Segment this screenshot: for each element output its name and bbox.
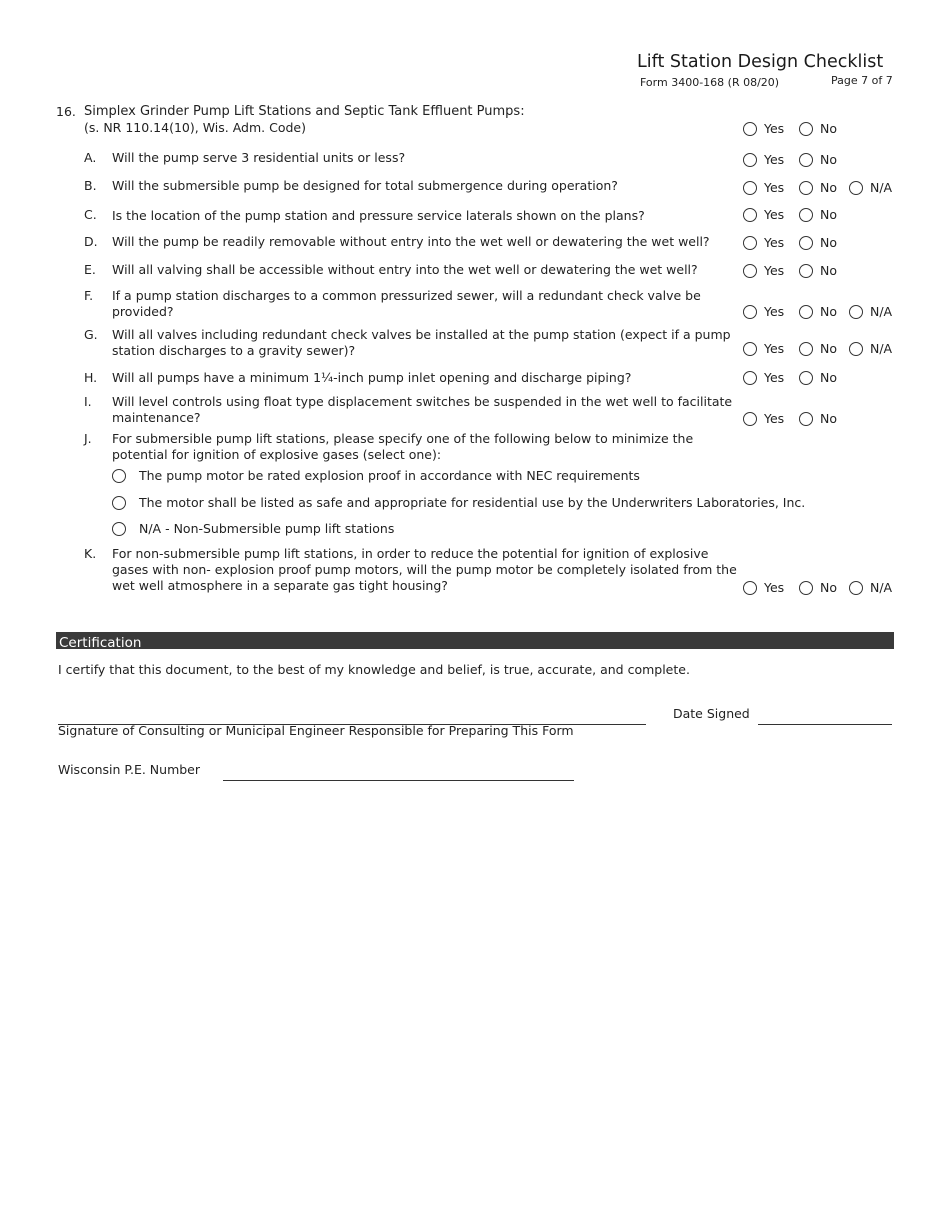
question-k-yes-option[interactable] (743, 580, 784, 595)
option-label: Yes (764, 370, 785, 385)
question-j-text-line2: potential for ignition of explosive gases (select one): (112, 447, 442, 462)
question-k-text-line2: gases with non- explosion proof pump motors, will the pump motor be completely isolated from the (112, 562, 737, 577)
option-label: No (820, 341, 837, 356)
question-k-text-line1: For non-submersible pump lift stations, in order to reduce the potential for ignition of explosive (112, 546, 709, 561)
choice-label: N/A - Non-Submersible pump lift stations (139, 521, 395, 536)
date-signed-field[interactable] (758, 724, 892, 725)
question-b-na-option[interactable] (849, 180, 892, 195)
question-k-na-option[interactable] (849, 580, 892, 595)
radio-button[interactable] (743, 342, 757, 356)
question-g-text-line2: station discharges to a gravity sewer)? (112, 343, 356, 358)
question-d-text: Will the pump be readily removable without entry into the wet well or dewatering the wet well? (112, 234, 710, 249)
question-j-text-line1: For submersible pump lift stations, please specify one of the following below to minimize the (112, 431, 694, 446)
radio-button[interactable] (112, 522, 126, 536)
question-a-letter: A. (84, 150, 97, 165)
question-b-text: Will the submersible pump be designed for total submergence during operation? (112, 178, 618, 193)
question-d-yes-option[interactable] (743, 235, 784, 250)
question-b-letter: B. (84, 178, 97, 193)
question-f-na-option[interactable] (849, 304, 892, 319)
radio-button[interactable] (743, 236, 757, 250)
radio-button[interactable] (799, 236, 813, 250)
radio-button[interactable] (849, 305, 863, 319)
option-label: Yes (764, 304, 785, 319)
option-label: Yes (764, 121, 785, 136)
option-label: Yes (764, 152, 785, 167)
pe-number-field[interactable] (223, 780, 574, 781)
question-k-text-line3: wet well atmosphere in a separate gas tight housing? (112, 578, 448, 593)
section-citation: (s. NR 110.14(10), Wis. Adm. Code) (84, 120, 306, 135)
option-label: Yes (764, 180, 785, 195)
option-label: Yes (764, 263, 785, 278)
radio-button[interactable] (743, 581, 757, 595)
date-signed-label: Date Signed (673, 706, 750, 721)
option-label: Yes (764, 341, 785, 356)
radio-button[interactable] (799, 181, 813, 195)
question-c-yes-option[interactable] (743, 207, 784, 222)
radio-button[interactable] (743, 412, 757, 426)
question-h-text: Will all pumps have a minimum 1¼-inch pump inlet opening and discharge piping? (112, 370, 632, 385)
form-title: Lift Station Design Checklist (637, 52, 884, 72)
radio-button[interactable] (799, 122, 813, 136)
question-b-no-option[interactable] (799, 180, 837, 195)
radio-button[interactable] (799, 305, 813, 319)
option-label: No (820, 207, 837, 222)
radio-button[interactable] (849, 342, 863, 356)
question-d-no-option[interactable] (799, 235, 837, 250)
question-a-no-option[interactable] (799, 152, 837, 167)
option-label: No (820, 180, 837, 195)
certification-heading: Certification (59, 635, 142, 651)
question-h-no-option[interactable] (799, 370, 837, 385)
radio-button[interactable] (799, 208, 813, 222)
question-e-letter: E. (84, 262, 96, 277)
option-label: N/A (870, 180, 893, 195)
question-f-yes-option[interactable] (743, 304, 784, 319)
question-i-letter: I. (84, 394, 92, 409)
question-g-na-option[interactable] (849, 341, 892, 356)
option-label: No (820, 580, 837, 595)
option-label: N/A (870, 304, 893, 319)
question-i-yes-option[interactable] (743, 411, 784, 426)
question-e-text: Will all valving shall be accessible without entry into the wet well or dewatering the wet well? (112, 262, 698, 277)
option-label: Yes (764, 580, 785, 595)
radio-button[interactable] (849, 581, 863, 595)
question-f-letter: F. (84, 288, 94, 303)
option-label: N/A (870, 341, 893, 356)
choice-label: The pump motor be rated explosion proof in accordance with NEC requirements (139, 468, 640, 483)
radio-button[interactable] (799, 371, 813, 385)
question-f-text-line2: provided? (112, 304, 174, 319)
radio-button[interactable] (799, 264, 813, 278)
question-g-letter: G. (84, 327, 98, 342)
radio-button[interactable] (799, 581, 813, 595)
question-j-choice-3[interactable] (112, 521, 394, 536)
question-g-text-line1: Will all valves including redundant check valves be installed at the pump station (expect if a pump (112, 327, 731, 342)
question-i-no-option[interactable] (799, 411, 837, 426)
radio-button[interactable] (112, 496, 126, 510)
question-j-choice-2[interactable] (112, 495, 805, 510)
certification-header (56, 632, 894, 649)
page-number: Page 7 of 7 (831, 74, 893, 87)
option-label: No (820, 152, 837, 167)
question-h-letter: H. (84, 370, 98, 385)
question-c-no-option[interactable] (799, 207, 837, 222)
option-label: Yes (764, 411, 785, 426)
section-title: Simplex Grinder Pump Lift Stations and Septic Tank Effluent Pumps: (84, 104, 525, 119)
question-a-text: Will the pump serve 3 residential units or less? (112, 150, 406, 165)
radio-button[interactable] (799, 342, 813, 356)
option-label: No (820, 235, 837, 250)
question-h-yes-option[interactable] (743, 370, 784, 385)
radio-button[interactable] (743, 122, 757, 136)
question-a-yes-option[interactable] (743, 152, 784, 167)
question-i-text-line2: maintenance? (112, 410, 201, 425)
radio-button[interactable] (743, 208, 757, 222)
section16-yes-option[interactable] (743, 121, 784, 136)
option-label: N/A (870, 580, 893, 595)
option-label: No (820, 121, 837, 136)
question-c-text: Is the location of the pump station and pressure service laterals shown on the plans? (112, 208, 645, 223)
radio-button[interactable] (849, 181, 863, 195)
question-f-text-line1: If a pump station discharges to a common pressurized sewer, will a redundant check valve be (112, 288, 701, 303)
radio-button[interactable] (743, 153, 757, 167)
option-label: No (820, 263, 837, 278)
radio-button[interactable] (799, 412, 813, 426)
signature-label: Signature of Consulting or Municipal Engineer Responsible for Preparing This Form (58, 723, 574, 738)
question-g-no-option[interactable] (799, 341, 837, 356)
radio-button[interactable] (743, 264, 757, 278)
radio-button[interactable] (743, 305, 757, 319)
option-label: Yes (764, 207, 785, 222)
option-label: No (820, 370, 837, 385)
form-number: Form 3400-168 (R 08/20) (640, 76, 780, 89)
question-j-choice-1[interactable] (112, 468, 640, 483)
question-k-letter: K. (84, 546, 97, 561)
question-b-yes-option[interactable] (743, 180, 784, 195)
choice-label: The motor shall be listed as safe and appropriate for residential use by the Underwriters Laboratories, Inc. (139, 495, 806, 510)
pe-number-label: Wisconsin P.E. Number (58, 762, 201, 777)
radio-button[interactable] (799, 153, 813, 167)
question-e-yes-option[interactable] (743, 263, 784, 278)
option-label: No (820, 304, 837, 319)
question-f-no-option[interactable] (799, 304, 837, 319)
question-i-text-line1: Will level controls using float type displacement switches be suspended in the wet well to facilitate (112, 394, 733, 409)
question-d-letter: D. (84, 234, 98, 249)
option-label: No (820, 411, 837, 426)
question-g-yes-option[interactable] (743, 341, 784, 356)
certification-statement: I certify that this document, to the best of my knowledge and belief, is true, accurate, and complete. (58, 662, 690, 677)
radio-button[interactable] (743, 181, 757, 195)
question-k-no-option[interactable] (799, 580, 837, 595)
question-j-letter: J. (84, 431, 92, 446)
question-e-no-option[interactable] (799, 263, 837, 278)
section-number: 16. (56, 104, 76, 119)
section16-no-option[interactable] (799, 121, 837, 136)
radio-button[interactable] (743, 371, 757, 385)
radio-button[interactable] (112, 469, 126, 483)
option-label: Yes (764, 235, 785, 250)
question-c-letter: C. (84, 207, 97, 222)
